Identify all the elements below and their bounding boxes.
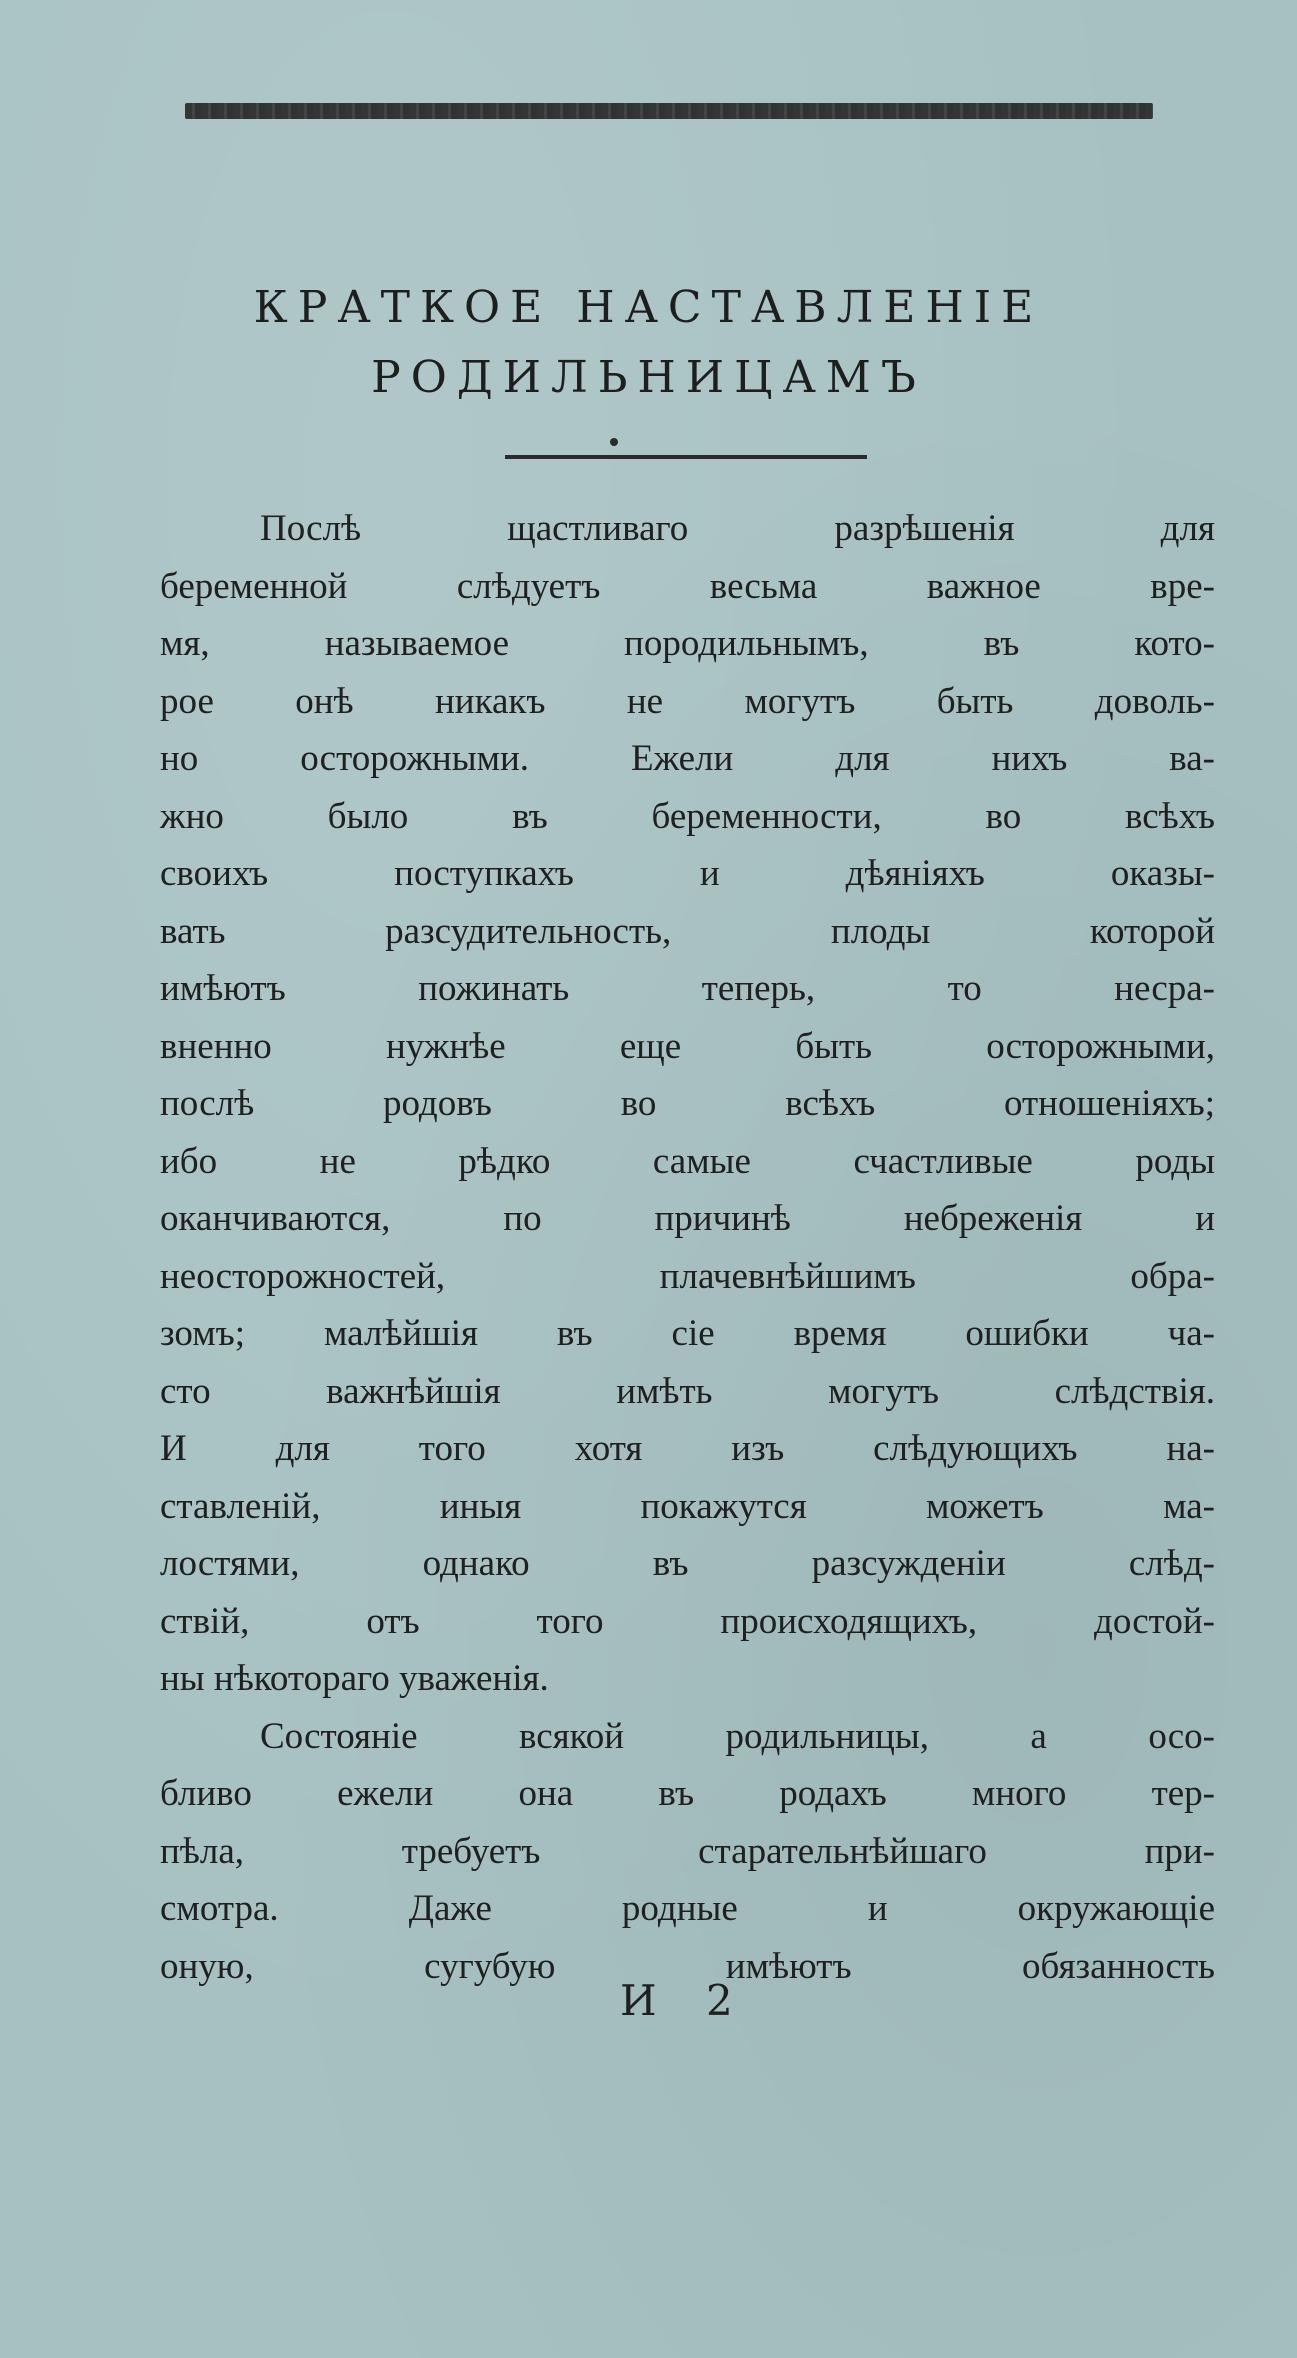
text-line: сто важнѣйшія имѣть могутъ слѣдствія. [160,1370,1215,1412]
text-line: бливо ежели она въ родахъ много тер- [160,1773,1215,1814]
text-line: ибо не рѣдко самые счастливые роды [160,1140,1215,1182]
title-divider-rule [505,455,867,459]
top-ornamental-rule [185,103,1153,119]
text-line: ставленій, иныя покажутся можетъ ма- [160,1485,1215,1527]
text-line: И для того хотя изъ слѣдующихъ на- [160,1428,1215,1469]
text-line: оную, сугубую имѣютъ обязанность [160,1945,1215,1987]
text-line: вать разсудительность, плоды которой [160,910,1215,952]
title-divider-dot [610,438,618,446]
paragraph-1 [160,500,1215,1708]
text-line: послѣ родовъ во всѣхъ отношеніяхъ; [160,1083,1215,1124]
text-line: неосторожностей, плачевнѣйшимъ обра- [160,1255,1215,1297]
printer-signature: И 2 [620,1976,751,2025]
text-line: лостями, однако въ разсужденіи слѣд- [160,1543,1215,1584]
text-line: жно было въ беременности, во всѣхъ [160,795,1215,837]
chapter-title-line-1: КРАТКОЕ НАСТАВЛЕНІЕ [253,282,1044,333]
paragraph-2 [160,1708,1215,1996]
text-line: мя, называемое породильнымъ, въ кото- [160,623,1215,664]
text-line: Послѣ щастливаго разрѣшенія для [260,508,1215,549]
text-line: Состояніе всякой родильницы, а осо- [260,1715,1215,1757]
body-text [160,500,1215,1995]
text-line: имѣютъ пожинать теперь, то несра- [160,968,1215,1009]
text-line: беременной слѣдуетъ весьма важное вре- [160,565,1215,607]
text-line: рое онѣ никакъ не могутъ быть доволь- [160,680,1215,722]
text-line: зомъ; малѣйшія въ сіе время ошибки ча- [160,1313,1215,1354]
text-line: вненно нужнѣе еще быть осторожными, [160,1025,1215,1067]
text-line: ны нѣкотораго уваженія. [160,1658,549,1699]
text-line: своихъ поступкахъ и дѣяніяхъ оказы- [160,853,1215,894]
text-line: смотра. Даже родные и окружающіе [160,1888,1215,1929]
text-line: пѣла, требуетъ старательнѣйшаго при- [160,1830,1215,1872]
text-line: оканчиваются, по причинѣ небреженія и [160,1198,1215,1239]
text-line: ствій, отъ того происходящихъ, достой- [160,1600,1215,1642]
chapter-title-line-2: РОДИЛЬНИЦАМЪ [371,352,926,403]
text-line: но осторожными. Ежели для нихъ ва- [160,738,1215,779]
